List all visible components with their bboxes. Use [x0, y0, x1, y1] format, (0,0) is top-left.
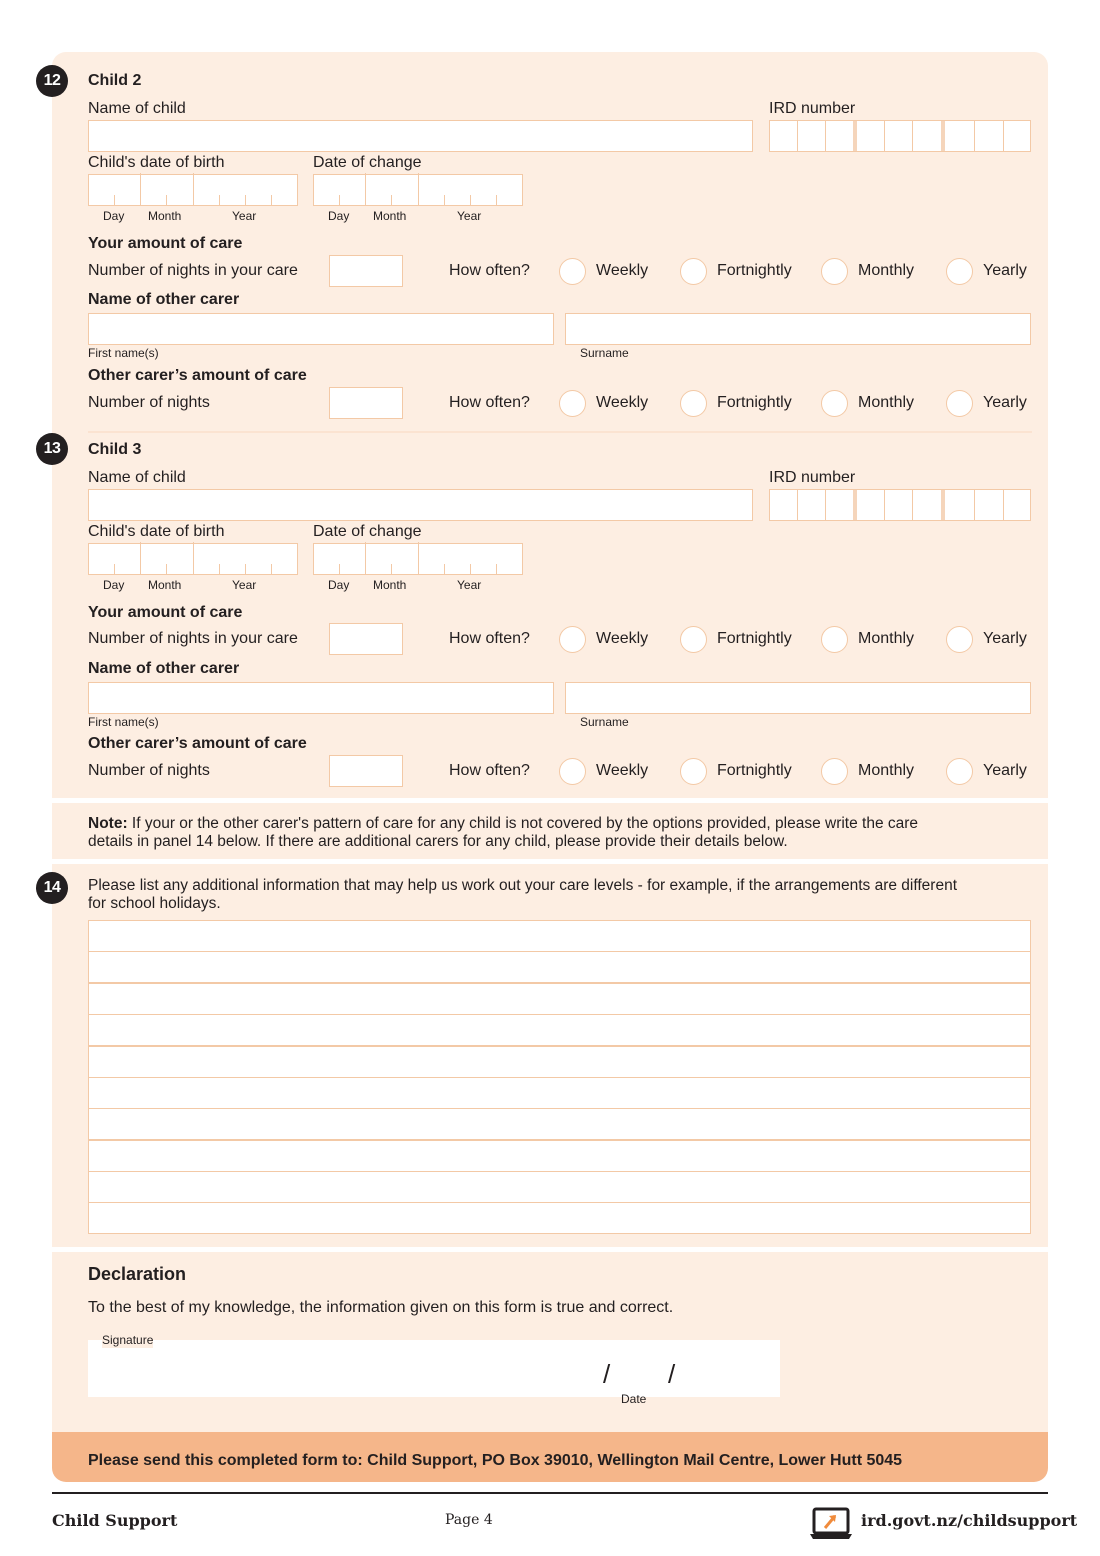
panel14-instructions: [88, 877, 1028, 913]
year-sublabel: Year: [457, 209, 482, 223]
footer-url[interactable]: ird.govt.nz/childsupport: [861, 1511, 1078, 1530]
other-nights-input[interactable]: [329, 755, 403, 787]
yearly-radio[interactable]: [946, 258, 973, 285]
change-date-label: Date of change: [313, 523, 422, 540]
monthly-label: Monthly: [858, 630, 915, 647]
surname-sublabel: Surname: [580, 715, 629, 729]
child-name-input[interactable]: [88, 489, 753, 521]
signature-field[interactable]: [88, 1340, 780, 1397]
additional-info-line[interactable]: [88, 920, 1031, 952]
note-text: [88, 815, 1028, 851]
date-slash: /: [668, 1359, 676, 1389]
ird-label: IRD number: [769, 469, 856, 486]
weekly-label: Weekly: [596, 394, 649, 411]
other-carer-first-name-input[interactable]: [88, 313, 554, 345]
yearly-radio[interactable]: [946, 626, 973, 653]
footer-title: Child Support: [52, 1511, 178, 1530]
how-often-label: How often?: [449, 394, 530, 411]
nights-your-care-label: Number of nights in your care: [88, 630, 298, 647]
panel14-line-1: Please list any additional information that may help us work out your care levels - for example, if the arrangements are different: [88, 877, 958, 894]
nights-your-care-input[interactable]: [329, 623, 403, 655]
monthly-radio[interactable]: [821, 390, 848, 417]
child-name-label: Name of child: [88, 100, 186, 117]
additional-info-line[interactable]: [88, 983, 1031, 1015]
yearly-label: Yearly: [983, 394, 1027, 411]
first-name-sublabel: First name(s): [88, 715, 159, 729]
month-sublabel: Month: [373, 209, 407, 223]
child-name-input[interactable]: [88, 120, 753, 152]
nights-label: Number of nights: [88, 762, 210, 779]
date-label: Date: [621, 1392, 647, 1406]
additional-info-line[interactable]: [88, 1108, 1031, 1140]
date-slash: /: [603, 1359, 611, 1389]
weekly-radio[interactable]: [559, 626, 586, 653]
other-care-heading: Other carer’s amount of care: [88, 367, 307, 384]
surname-sublabel: Surname: [580, 346, 629, 360]
how-often-label: How often?: [449, 262, 530, 279]
your-care-heading: Your amount of care: [88, 604, 243, 621]
first-name-sublabel: First name(s): [88, 346, 159, 360]
how-often-label: How often?: [449, 762, 530, 779]
fortnightly-radio[interactable]: [680, 626, 707, 653]
weekly-radio[interactable]: [559, 258, 586, 285]
signature-label: Signature: [102, 1333, 154, 1347]
child-title: Child 2: [88, 72, 142, 89]
dob-input[interactable]: [88, 543, 298, 575]
fortnightly-label: Fortnightly: [717, 762, 792, 779]
section-divider: [88, 431, 1032, 433]
day-sublabel: Day: [328, 578, 350, 592]
monthly-radio[interactable]: [821, 758, 848, 785]
fortnightly-radio[interactable]: [680, 258, 707, 285]
month-sublabel: Month: [373, 578, 407, 592]
monthly-radio[interactable]: [821, 258, 848, 285]
change-date-label: Date of change: [313, 154, 422, 171]
dob-label: Child's date of birth: [88, 523, 225, 540]
change-date-input[interactable]: [313, 543, 523, 575]
send-to-text: Please send this completed form to: Child Support, PO Box 39010, Wellington Mail Centre, Lower Hutt 5045: [88, 1452, 903, 1469]
how-often-label: How often?: [449, 630, 530, 647]
monthly-label: Monthly: [858, 762, 915, 779]
other-carer-surname-input[interactable]: [565, 313, 1031, 345]
additional-info-line[interactable]: [88, 1046, 1031, 1078]
monthly-label: Monthly: [858, 262, 915, 279]
change-date-input[interactable]: [313, 174, 523, 206]
year-sublabel: Year: [232, 209, 257, 223]
other-care-heading: Other carer’s amount of care: [88, 735, 307, 752]
yearly-label: Yearly: [983, 262, 1027, 279]
additional-info-line[interactable]: [88, 951, 1031, 983]
day-sublabel: Day: [103, 578, 125, 592]
weekly-radio[interactable]: [559, 390, 586, 417]
declaration-heading: Declaration: [88, 1264, 187, 1284]
yearly-radio[interactable]: [946, 758, 973, 785]
month-sublabel: Month: [148, 578, 182, 592]
additional-info-line[interactable]: [88, 1014, 1031, 1046]
month-sublabel: Month: [148, 209, 182, 223]
note-label: Note:: [88, 815, 128, 832]
monthly-label: Monthly: [858, 394, 915, 411]
dob-input[interactable]: [88, 174, 298, 206]
ird-number-input[interactable]: [769, 489, 1031, 521]
weekly-radio[interactable]: [559, 758, 586, 785]
other-carer-heading: Name of other carer: [88, 660, 240, 677]
nights-your-care-input[interactable]: [329, 255, 403, 287]
footer-rule: [52, 1492, 1048, 1494]
yearly-label: Yearly: [983, 630, 1027, 647]
ird-label: IRD number: [769, 100, 856, 117]
additional-info-line[interactable]: [88, 1202, 1031, 1234]
other-carer-surname-input[interactable]: [565, 682, 1031, 714]
note-line-2: details in panel 14 below. If there are additional carers for any child, please provide their details below.: [88, 833, 788, 850]
year-sublabel: Year: [232, 578, 257, 592]
weekly-label: Weekly: [596, 262, 649, 279]
yearly-label: Yearly: [983, 762, 1027, 779]
day-sublabel: Day: [103, 209, 125, 223]
note-line-1: If your or the other carer's pattern of care for any child is not covered by the options provided, please write the care: [127, 815, 919, 832]
declaration-text: To the best of my knowledge, the information given on this form is true and correct.: [88, 1299, 674, 1316]
other-nights-input[interactable]: [329, 387, 403, 419]
additional-info-line[interactable]: [88, 1171, 1031, 1203]
your-care-heading: Your amount of care: [88, 235, 243, 252]
other-carer-first-name-input[interactable]: [88, 682, 554, 714]
weekly-label: Weekly: [596, 762, 649, 779]
laptop-arrow-icon: [809, 1507, 853, 1541]
additional-info-line[interactable]: [88, 1077, 1031, 1109]
ird-number-input[interactable]: [769, 120, 1031, 152]
other-carer-heading: Name of other carer: [88, 291, 240, 308]
fortnightly-label: Fortnightly: [717, 394, 792, 411]
day-sublabel: Day: [328, 209, 350, 223]
panel-number-badge: 12: [36, 65, 68, 97]
dob-label: Child's date of birth: [88, 154, 225, 171]
monthly-radio[interactable]: [821, 626, 848, 653]
nights-label: Number of nights: [88, 394, 210, 411]
additional-info-line[interactable]: [88, 1140, 1031, 1172]
fortnightly-radio[interactable]: [680, 758, 707, 785]
yearly-radio[interactable]: [946, 390, 973, 417]
page-number: Page 4: [445, 1512, 493, 1528]
fortnightly-label: Fortnightly: [717, 630, 792, 647]
nights-your-care-label: Number of nights in your care: [88, 262, 298, 279]
panel14-line-2: for school holidays.: [88, 895, 221, 912]
child-title: Child 3: [88, 441, 142, 458]
weekly-label: Weekly: [596, 630, 649, 647]
fortnightly-label: Fortnightly: [717, 262, 792, 279]
panel-number-badge: 14: [36, 872, 68, 904]
fortnightly-radio[interactable]: [680, 390, 707, 417]
panel-number-badge: 13: [36, 433, 68, 465]
child-name-label: Name of child: [88, 469, 186, 486]
year-sublabel: Year: [457, 578, 482, 592]
